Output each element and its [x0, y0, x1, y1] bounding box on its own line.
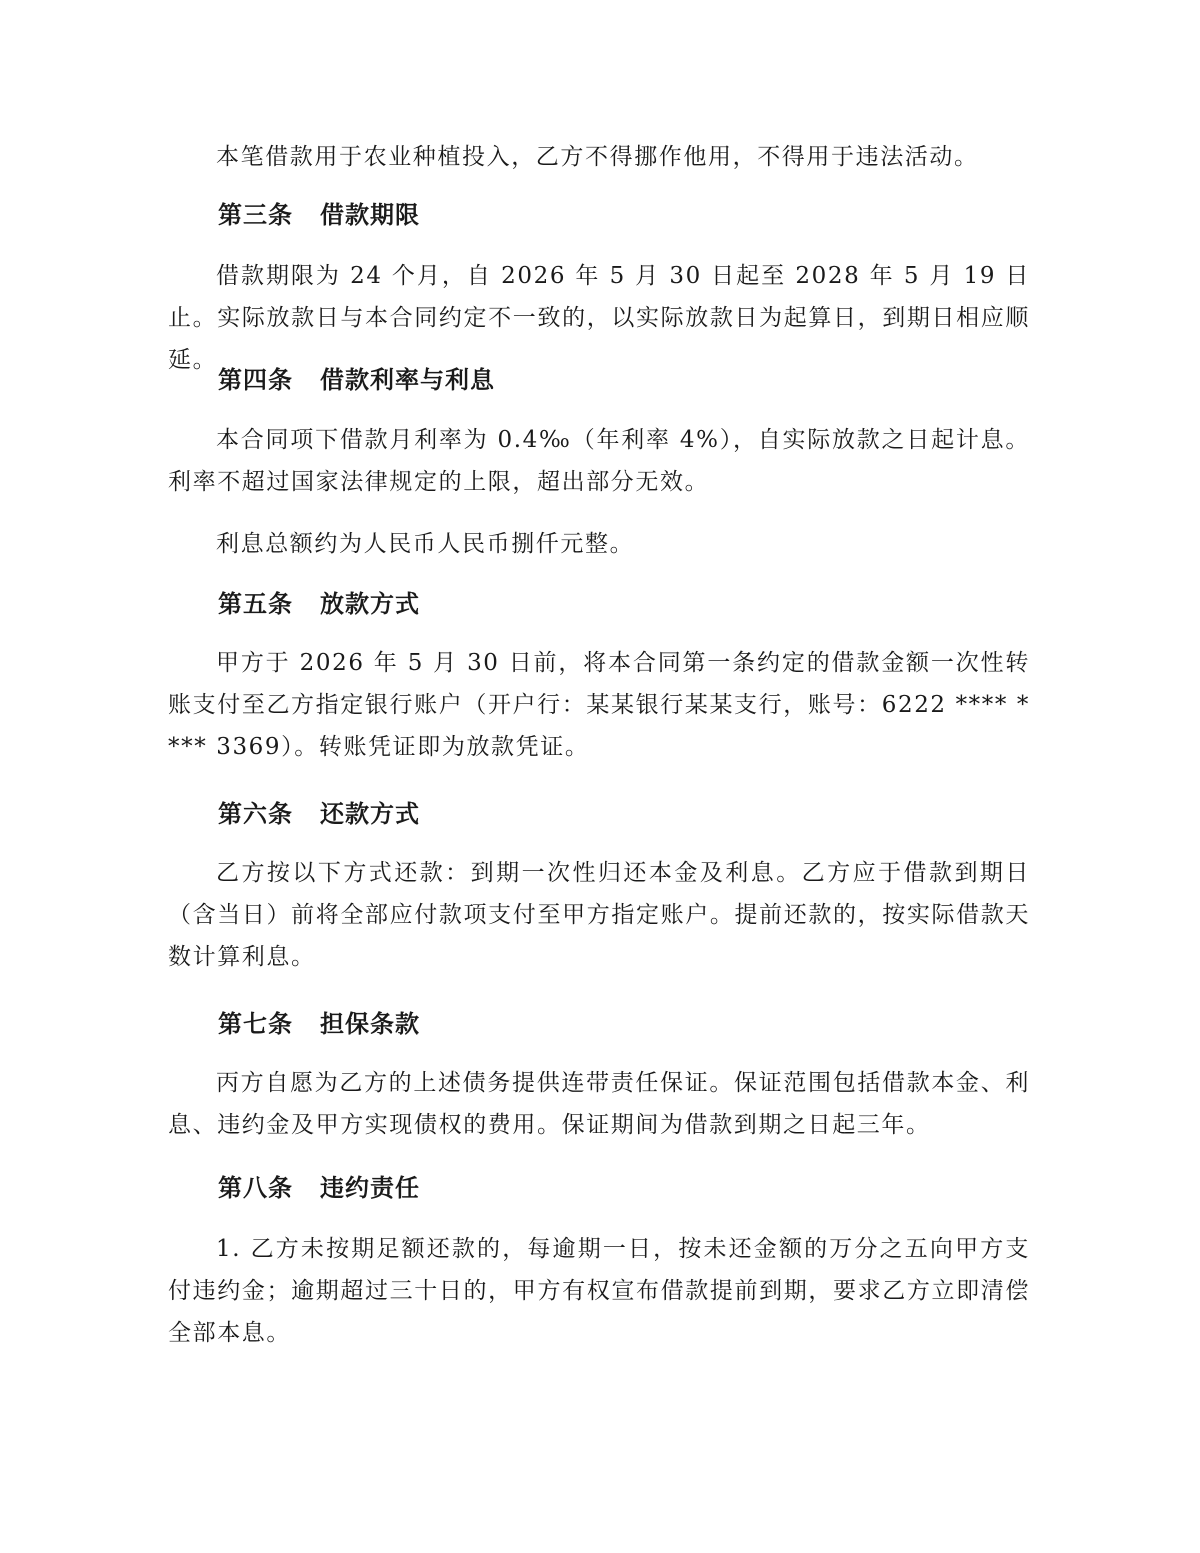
heading-article-3	[168, 198, 1080, 232]
article-number: 第五条	[218, 589, 293, 618]
paragraph-loan-term: 借款期限为 24 个月，自 2026 年 5 月 30 日起至 2028 年 5 月 19 日止。实际放款日与本合同约定不一致的，以实际放款日为起算日，到期日相应顺延。	[168, 263, 1030, 373]
heading-article-5	[168, 587, 1080, 621]
article-title: 还款方式	[320, 799, 420, 828]
article-title: 借款利率与利息	[320, 365, 495, 394]
paragraph-interest-rate: 本合同项下借款月利率为 0.4‰（年利率 4%），自实际放款之日起计息。利率不超过国家法律规定的上限，超出部分无效。	[168, 427, 1030, 495]
paragraph-loan-purpose: 本笔借款用于农业种植投入，乙方不得挪作他用，不得用于违法活动。	[216, 144, 979, 170]
article-title: 放款方式	[320, 589, 420, 618]
heading-article-6	[168, 797, 1080, 831]
paragraph-interest-total: 利息总额约为人民币人民币捌仟元整。	[216, 531, 635, 557]
article-number: 第四条	[218, 365, 293, 394]
article-number: 第三条	[218, 200, 293, 229]
article-number: 第八条	[218, 1173, 293, 1202]
article-number: 第七条	[218, 1009, 293, 1038]
heading-article-4	[168, 363, 1080, 397]
paragraph-breach-liability: 1. 乙方未按期足额还款的，每逾期一日，按未还金额的万分之五向甲方支付违约金；逾期超过三十日的，甲方有权宣布借款提前到期，要求乙方立即清偿全部本息。	[168, 1236, 1030, 1346]
heading-article-7	[168, 1007, 1080, 1041]
article-number: 第六条	[218, 799, 293, 828]
article-title: 违约责任	[320, 1173, 420, 1202]
article-title: 借款期限	[320, 200, 420, 229]
article-title: 担保条款	[320, 1009, 420, 1038]
heading-article-8	[168, 1171, 1080, 1205]
paragraph-disbursement: 甲方于 2026 年 5 月 30 日前，将本合同第一条约定的借款金额一次性转账支付至乙方指定银行账户（开户行：某某银行某某支行，账号：6222 **** **** 3369）。转账凭证即为放款凭证。	[168, 650, 1030, 760]
paragraph-guarantee: 丙方自愿为乙方的上述债务提供连带责任保证。保证范围包括借款本金、利息、违约金及甲方实现债权的费用。保证期间为借款到期之日起三年。	[168, 1070, 1030, 1138]
paragraph-repayment: 乙方按以下方式还款：到期一次性归还本金及利息。乙方应于借款到期日（含当日）前将全部应付款项支付至甲方指定账户。提前还款的，按实际借款天数计算利息。	[168, 860, 1030, 970]
